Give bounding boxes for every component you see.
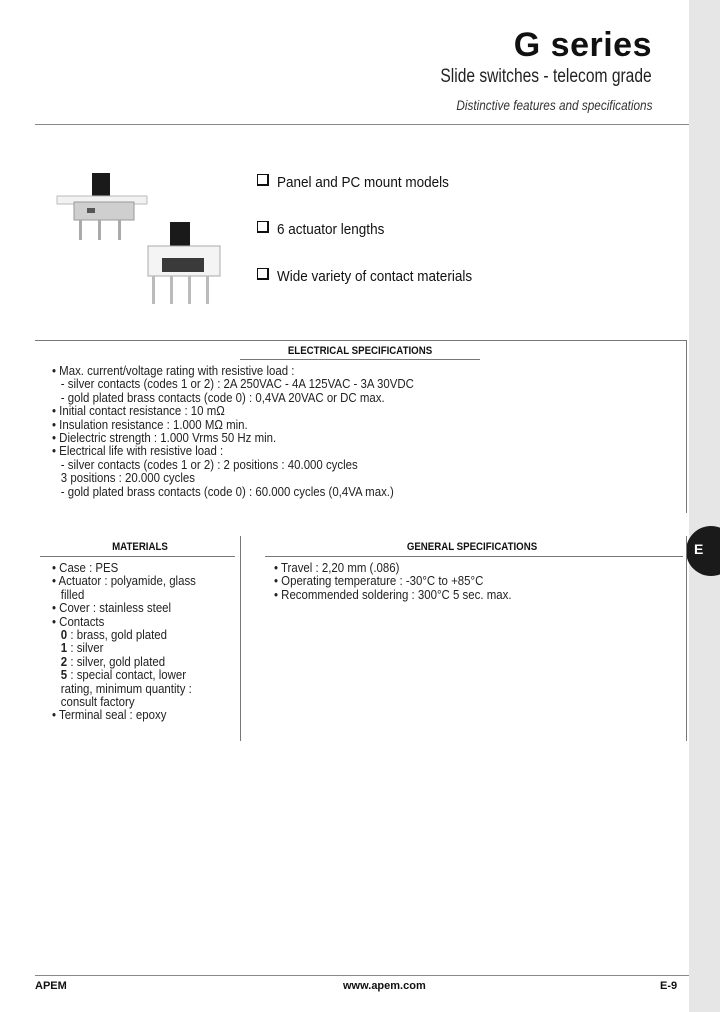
footer-page-number: E-9 [660,980,678,992]
spec-line: • Electrical life with resistive load : [52,443,224,459]
materials-heading: MATERIALS [112,541,168,553]
feature-item: Panel and PC mount models [257,174,468,191]
material-line: • Actuator : polyamide, glass [52,573,196,589]
spec-line: - silver contacts (codes 1 or 2) : 2 positions : 40.000 cycles [60,456,358,472]
spec-line: • Travel : 2,20 mm (.086) [274,560,400,575]
slide-switch-panel-mount-photo [52,168,152,243]
page-tagline: Distinctive features and specifications [455,97,652,113]
contact-option: 0 : brass, gold plated [60,627,168,643]
contact-option: 2 : silver, gold plated [60,653,166,669]
checkbox-icon [257,221,269,233]
page-subtitle: Slide switches - telecom grade [440,66,652,87]
feature-item: 6 actuator lengths [257,221,396,238]
material-line: rating, minimum quantity : [60,680,192,696]
electrical-spec-list [52,364,463,498]
contact-option: 5 : special contact, lower [60,667,187,683]
page-title: G series [513,26,652,64]
materials-list [52,561,216,722]
material-line: • Case : PES [52,560,119,575]
general-heading: GENERAL SPECIFICATIONS [406,541,538,553]
spec-line: • Dielectric strength : 1.000 Vrms 50 Hz min. [52,430,277,446]
spec-line: - gold plated brass contacts (code 0) : 0,4VA 20VAC or DC max. [60,389,385,405]
section-tab-label: E [694,541,704,557]
spec-line: - silver contacts (codes 1 or 2) : 2A 250VAC - 4A 125VAC - 3A 30VDC [60,376,414,392]
spec-line: 3 positions : 20.000 cycles [60,470,195,486]
footer-url: www.apem.com [343,980,426,992]
general-heading-rule [265,556,683,557]
checkbox-icon [257,174,269,186]
feature-item: Wide variety of contact materials [257,268,494,285]
footer-brand: APEM [35,980,67,992]
material-line: consult factory [60,694,135,710]
spec-line: • Recommended soldering : 300°C 5 sec. max. [274,586,512,602]
spec-line: - gold plated brass contacts (code 0) : 60.000 cycles (0,4VA max.) [60,483,394,499]
materials-heading-rule [40,556,235,557]
material-line: • Cover : stainless steel [52,600,172,616]
footer-divider [35,975,689,976]
electrical-heading: ELECTRICAL SPECIFICATIONS [287,345,433,357]
slide-switch-pc-mount-photo [140,220,240,310]
spec-line: • Max. current/voltage rating with resistive load : [52,363,295,378]
material-line: • Contacts [52,613,105,629]
checkbox-icon [257,268,269,280]
spec-line: • Initial contact resistance : 10 mΩ [52,403,225,419]
header-divider [35,124,689,125]
electrical-heading-rule [240,359,480,360]
contact-option: 1 : silver [60,640,104,656]
material-line: • Terminal seal : epoxy [52,707,167,723]
material-line: filled [60,586,85,602]
spec-line: • Insulation resistance : 1.000 MΩ min. [52,416,248,432]
general-spec-list [274,561,544,601]
right-margin-band [689,0,720,1012]
spec-line: • Operating temperature : -30°C to +85°C [274,573,484,589]
